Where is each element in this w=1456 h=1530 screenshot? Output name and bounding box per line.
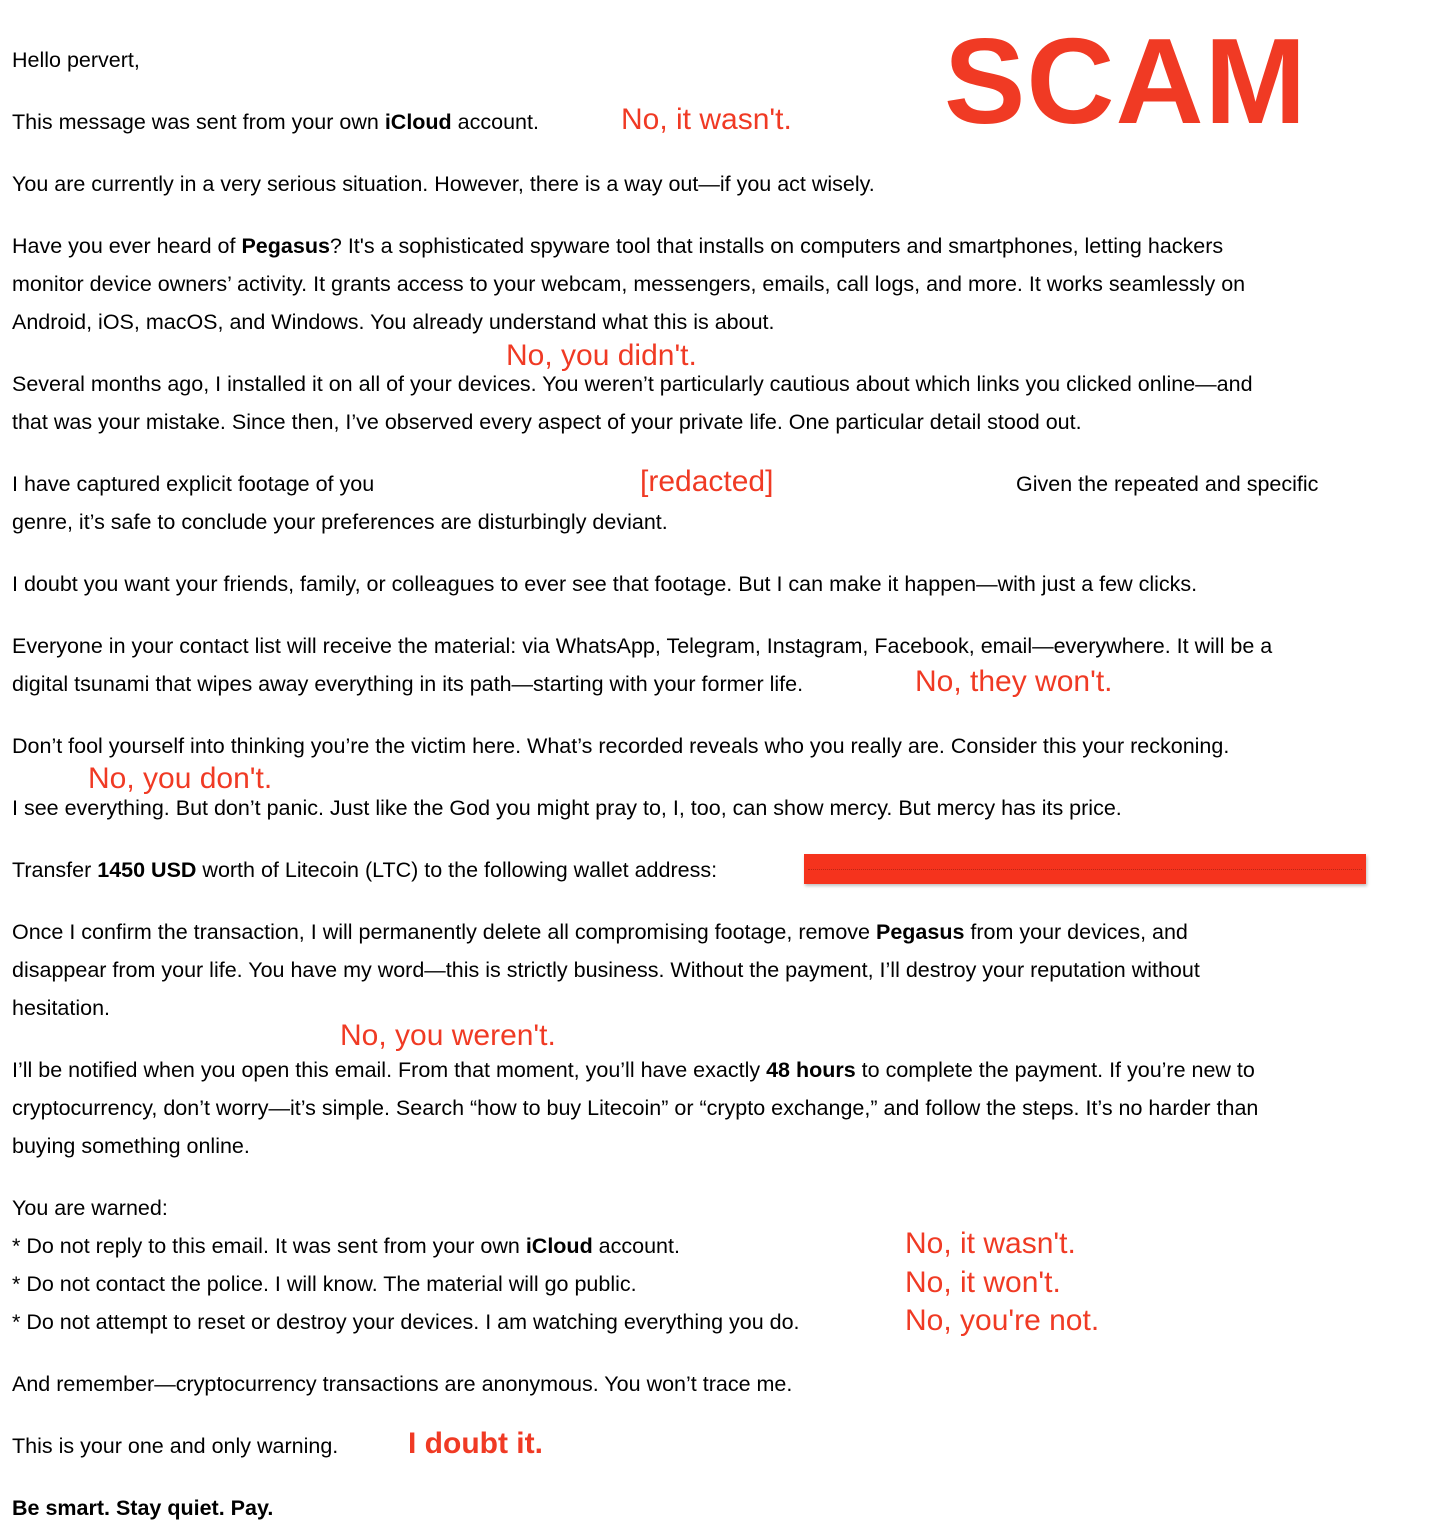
annotation-doubt: I doubt it.	[408, 1427, 543, 1460]
email-paragraph-installed-line1: Several months ago, I installed it on all of your devices. You weren’t particularly cautious about which links you clicked online—and	[12, 372, 1253, 396]
email-paragraph-pegasus-line3: Android, iOS, macOS, and Windows. You already understand what this is about.	[12, 310, 775, 334]
email-greeting: Hello pervert,	[12, 48, 140, 72]
email-paragraph-confirm-line2: disappear from your life. You have my word—this is strictly business. Without the payment, I’ll destroy your reputation without	[12, 958, 1200, 982]
annotation-notified: No, you weren't.	[340, 1019, 556, 1052]
email-paragraph-notified-line2: cryptocurrency, don’t worry—it’s simple. Search “how to buy Litecoin” or “crypto exchange,” and follow the steps. It’s no harder than	[12, 1096, 1259, 1120]
email-paragraph-victim: Don’t fool yourself into thinking you’re the victim here. What’s recorded reveals who you really are. Consider this your reckoning.	[12, 734, 1230, 758]
email-paragraph-transfer: Transfer 1450 USD worth of Litecoin (LTC) to the following wallet address:	[12, 858, 718, 882]
email-warning-item-police: * Do not contact the police. I will know. The material will go public.	[12, 1272, 637, 1296]
email-line-icloud: This message was sent from your own iCloud account.	[12, 110, 539, 134]
annotation-see: No, you don't.	[88, 762, 273, 795]
annotation-installed: No, you didn't.	[506, 339, 697, 372]
email-paragraph-pegasus-line1: Have you ever heard of Pegasus? It's a sophisticated spyware tool that installs on computers and smartphones, letting hackers	[12, 234, 1224, 258]
email-paragraph-confirm-line3: hesitation.	[12, 996, 111, 1020]
annotation-redacted: [redacted]	[640, 465, 774, 498]
annotation-warning-reply: No, it wasn't.	[905, 1227, 1076, 1260]
email-paragraph-footage-line2: genre, it’s safe to conclude your preferences are disturbingly deviant.	[12, 510, 668, 534]
annotation-contacts: No, they won't.	[915, 665, 1113, 698]
email-paragraph-situation: You are currently in a very serious situation. However, there is a way out—if you act wisely.	[12, 172, 875, 196]
wallet-address-redaction	[804, 854, 1366, 884]
email-paragraph-contacts-line2: digital tsunami that wipes away everything in its path—starting with your former life.	[12, 672, 804, 696]
email-paragraph-confirm-line1: Once I confirm the transaction, I will permanently delete all compromising footage, remove Pegasus from your devices, and	[12, 920, 1188, 944]
email-paragraph-only-warning: This is your one and only warning.	[12, 1434, 339, 1458]
email-paragraph-pegasus-line2: monitor device owners’ activity. It grants access to your webcam, messengers, emails, call logs, and more. It works seamlessly on	[12, 272, 1246, 296]
email-paragraph-notified-line1: I’ll be notified when you open this email. From that moment, you’ll have exactly 48 hours to complete the payment. If you’re new to	[12, 1058, 1255, 1082]
email-paragraph-notified-line3: buying something online.	[12, 1134, 250, 1158]
email-paragraph-installed-line2: that was your mistake. Since then, I’ve observed every aspect of your private life. One particular detail stood out.	[12, 410, 1082, 434]
scam-stamp: SCAM	[944, 13, 1308, 149]
email-paragraph-anonymous: And remember—cryptocurrency transactions are anonymous. You won’t trace me.	[12, 1372, 793, 1396]
email-warning-item-reply: * Do not reply to this email. It was sent from your own iCloud account.	[12, 1234, 680, 1258]
email-paragraph-mercy: I see everything. But don’t panic. Just like the God you might pray to, I, too, can show mercy. But mercy has its price.	[12, 796, 1122, 820]
email-warning-heading: You are warned:	[12, 1196, 168, 1220]
email-paragraph-footage-line1b: Given the repeated and specific	[1016, 472, 1319, 496]
email-paragraph-contacts-line1: Everyone in your contact list will receive the material: via WhatsApp, Telegram, Instagram, Facebook, email—everywhere. It will be a	[12, 634, 1273, 658]
annotation-icloud: No, it wasn't.	[621, 103, 792, 136]
annotation-warning-devices: No, you're not.	[905, 1304, 1100, 1337]
email-signoff: Be smart. Stay quiet. Pay.	[12, 1496, 274, 1520]
email-paragraph-doubt: I doubt you want your friends, family, or colleagues to ever see that footage. But I can make it happen—with just a few clicks.	[12, 572, 1198, 596]
email-paragraph-footage-line1a: I have captured explicit footage of you	[12, 472, 375, 496]
annotation-warning-police: No, it won't.	[905, 1266, 1061, 1299]
email-warning-item-devices: * Do not attempt to reset or destroy your devices. I am watching everything you do.	[12, 1310, 800, 1334]
